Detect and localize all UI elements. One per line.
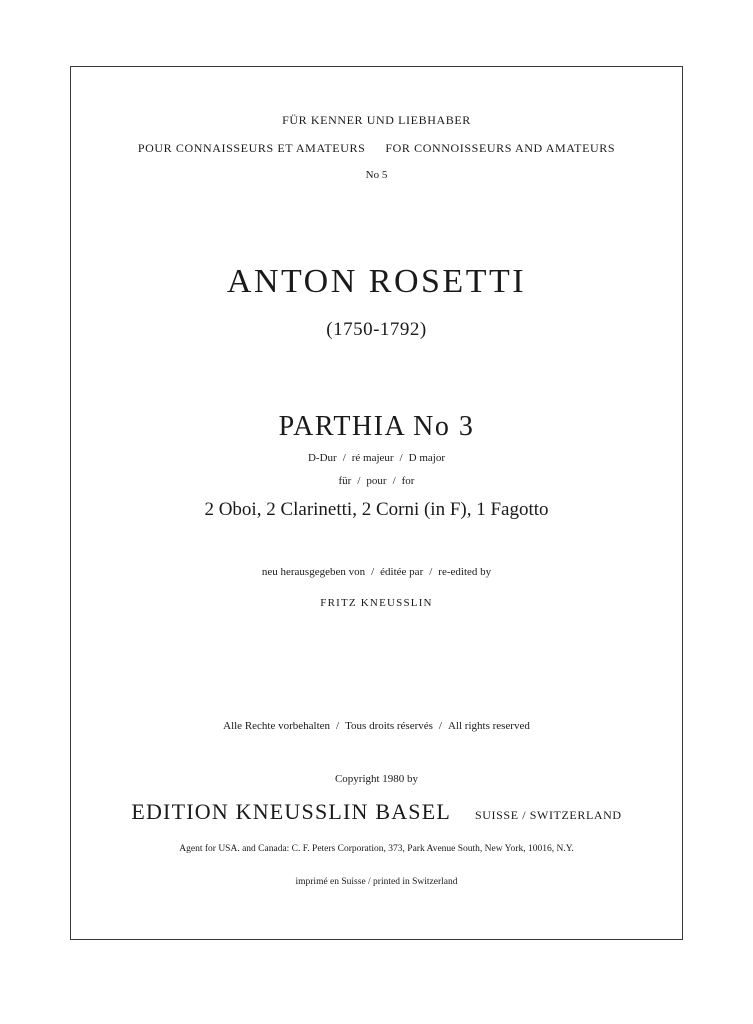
- rights-line: [71, 720, 682, 732]
- separator: /: [342, 452, 346, 464]
- for-english: for: [401, 475, 415, 487]
- publisher-name: EDITION KNEUSSLIN BASEL: [131, 799, 452, 824]
- rights-french: Tous droits réservés: [345, 720, 433, 732]
- key-english: D major: [408, 452, 446, 464]
- edited-by-french: éditée par: [380, 566, 424, 578]
- instrumentation: 2 Oboi, 2 Clarinetti, 2 Corni (in F), 1 Fagotto: [204, 499, 549, 520]
- for-line: [71, 475, 682, 487]
- separator: /: [399, 452, 403, 464]
- separator: /: [438, 720, 442, 732]
- work-title: PARTHIA No 3: [278, 411, 475, 442]
- separator: /: [392, 475, 396, 487]
- series-title-french-english: [71, 141, 682, 156]
- agent-line: Agent for USA. and Canada: C. F. Peters Corporation, 373, Park Avenue South, New York, 10016, N.Y.: [179, 844, 574, 854]
- edited-by-line: [71, 566, 682, 578]
- separator: /: [429, 566, 433, 578]
- printed-in-line: imprimé en Suisse / printed in Switzerland: [295, 877, 458, 887]
- series-number: No 5: [365, 169, 388, 181]
- edited-by-english: re-edited by: [438, 566, 492, 578]
- edited-by-german: neu herausgegeben von: [261, 566, 366, 578]
- work-key: [71, 452, 682, 464]
- publisher-country: SUISSE / SWITZERLAND: [475, 808, 622, 822]
- composer-name: ANTON ROSETTI: [226, 263, 527, 300]
- series-title-german: FÜR KENNER UND LIEBHABER: [282, 113, 471, 127]
- for-german: für: [338, 475, 352, 487]
- separator: /: [371, 566, 375, 578]
- publisher-line: [71, 799, 682, 825]
- for-french: pour: [366, 475, 387, 487]
- key-french: ré majeur: [351, 452, 394, 464]
- separator: /: [336, 720, 340, 732]
- title-page-frame: [70, 66, 683, 940]
- editor-name: FRITZ KNEUSSLIN: [320, 597, 433, 609]
- composer-dates: (1750-1792): [326, 319, 427, 340]
- copyright-line: Copyright 1980 by: [334, 773, 419, 785]
- rights-german: Alle Rechte vorbehalten: [223, 720, 331, 732]
- key-german: D-Dur: [307, 452, 337, 464]
- series-title-english: FOR CONNOISSEURS AND AMATEURS: [385, 141, 616, 155]
- series-title-french: POUR CONNAISSEURS ET AMATEURS: [137, 141, 366, 155]
- separator: /: [357, 475, 361, 487]
- rights-english: All rights reserved: [447, 720, 530, 732]
